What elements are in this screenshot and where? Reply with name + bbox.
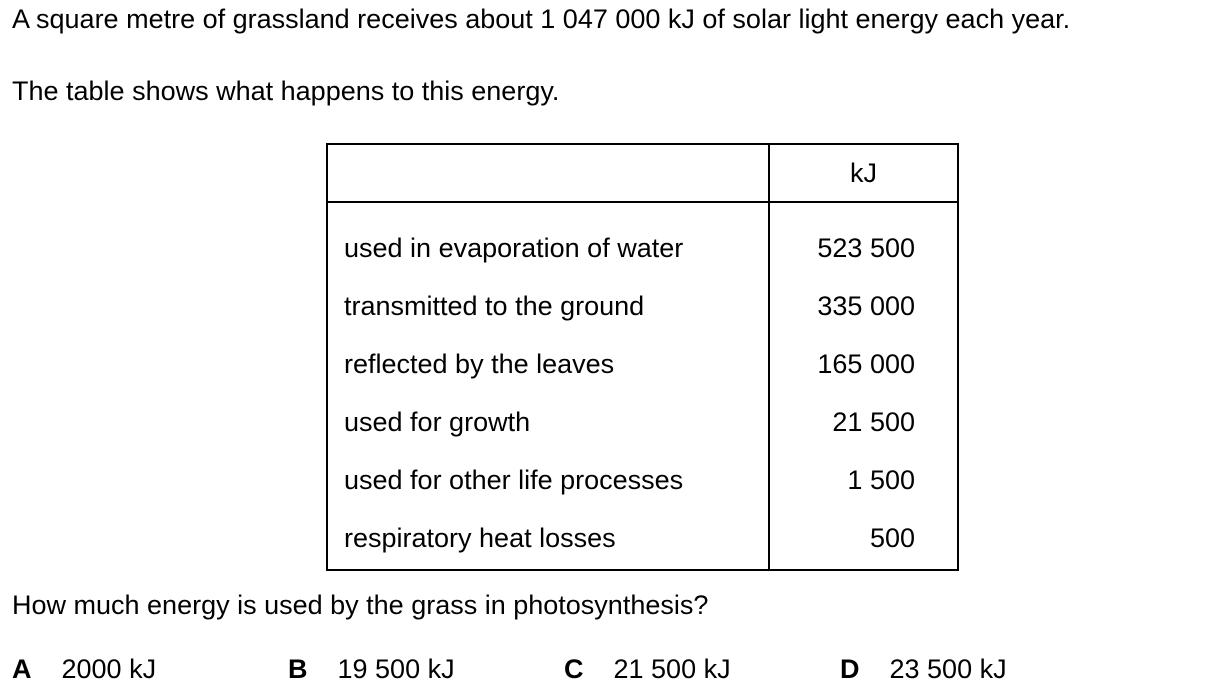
energy-table	[326, 143, 959, 571]
row-value: 165 000	[769, 335, 958, 393]
table-row	[327, 393, 958, 451]
row-value: 523 500	[769, 202, 958, 277]
intro-text: A square metre of grassland receives about 1 047 000 kJ of solar light energy each year.	[12, 4, 1071, 34]
header-unit-cell: kJ	[769, 144, 958, 202]
option-value: 23 500 kJ	[889, 654, 1007, 684]
table-row	[327, 202, 958, 277]
option-letter: D	[840, 654, 860, 684]
row-value: 335 000	[769, 277, 958, 335]
row-label: transmitted to the ground	[344, 290, 645, 321]
table-intro-text: The table shows what happens to this energy.	[12, 76, 560, 106]
row-label: respiratory heat losses	[344, 522, 616, 553]
option-value: 21 500 kJ	[613, 654, 731, 684]
row-value: 21 500	[769, 393, 958, 451]
row-label: used for other life processes	[344, 464, 684, 495]
option-d[interactable]	[840, 654, 1007, 685]
option-value: 19 500 kJ	[337, 654, 455, 684]
option-letter: C	[564, 654, 584, 684]
table-row	[327, 277, 958, 335]
header-label-cell	[327, 144, 769, 202]
option-c[interactable]	[564, 654, 731, 685]
table-row	[327, 335, 958, 393]
row-value: 500	[769, 509, 958, 570]
question-text: How much energy is used by the grass in photosynthesis?	[12, 590, 709, 620]
row-value: 1 500	[769, 451, 958, 509]
row-label: used in evaporation of water	[344, 232, 684, 263]
option-a[interactable]	[12, 654, 156, 685]
row-label: used for growth	[344, 406, 531, 437]
table-row	[327, 451, 958, 509]
option-value: 2000 kJ	[61, 654, 157, 684]
table-header-row	[327, 144, 958, 202]
row-label: reflected by the leaves	[344, 348, 615, 379]
table-row	[327, 509, 958, 570]
answer-options	[12, 654, 1212, 688]
option-letter: A	[12, 654, 32, 684]
option-b[interactable]	[288, 654, 455, 685]
option-letter: B	[288, 654, 308, 684]
